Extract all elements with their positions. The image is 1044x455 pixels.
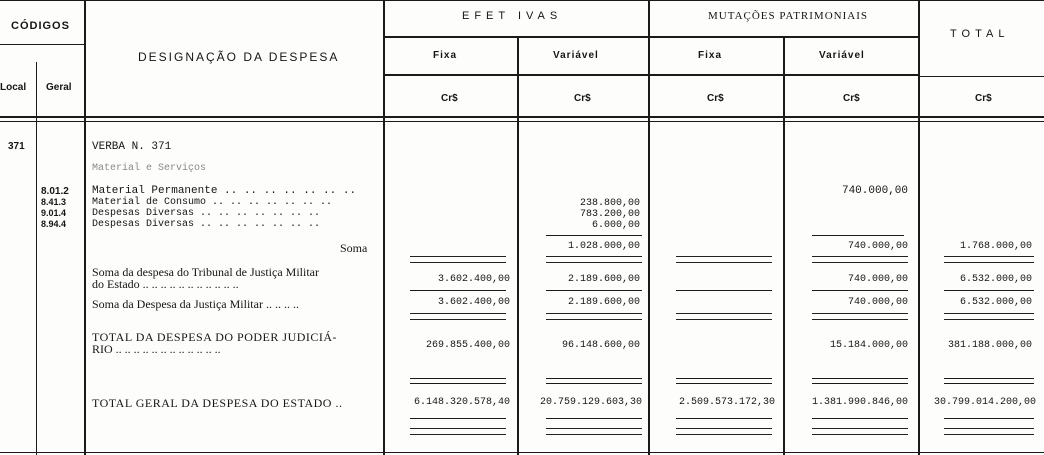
double-rule <box>812 428 908 435</box>
double-rule <box>410 313 506 320</box>
rule-row <box>410 290 506 291</box>
rule-row <box>944 418 1034 419</box>
rule-row <box>676 418 772 419</box>
double-rule <box>410 428 506 435</box>
col-line-mut-total <box>918 0 920 455</box>
item-code: 8.94.4 <box>41 219 67 229</box>
soma-justica-fixa-efetivas: 3.602.400,00 <box>437 297 510 308</box>
soma-justica-label: Soma da Despesa da Justiça Militar .. .. .. .. <box>92 297 299 311</box>
soma-tribunal-label-1: Soma da despesa do Tribunal de Justiça Militar <box>92 265 319 279</box>
codigos-header: CÓDIGOS <box>11 20 70 32</box>
rule-under-fixa-variavel <box>385 74 918 76</box>
local-header: Local <box>0 82 27 93</box>
rule-above-soma-var2 <box>812 235 904 236</box>
rule-under-efetivas <box>385 36 918 38</box>
header-bottom-rule-2 <box>0 121 1044 122</box>
soma-tribunal-label-2: do Estado .. .. .. .. .. .. .. .. .. .. .. <box>92 277 239 291</box>
designacao-header: DESIGNAÇÃO DA DESPESA <box>138 50 340 64</box>
rule-row <box>546 290 642 291</box>
fixa-efetivas-header: Fixa <box>433 50 458 61</box>
item-variavel-efetivas: 6.000,00 <box>591 220 640 231</box>
verba-title: VERBA N. 371 <box>92 141 172 153</box>
currency-variavel-efetivas: Cr$ <box>574 93 591 104</box>
double-rule <box>546 256 642 263</box>
soma-tribunal-variavel-efetivas: 2.189.600,00 <box>567 274 640 285</box>
rule-row <box>944 383 1034 384</box>
rule-row <box>410 383 506 384</box>
total-judiciario-fixa-efetivas: 269.855.400,00 <box>425 340 510 351</box>
item-label: Despesas Diversas .. .. .. .. .. .. .. <box>92 208 321 219</box>
rule-row <box>546 378 642 379</box>
total-geral-fixa-efetivas: 6.148.320.578,40 <box>413 397 510 408</box>
col-line-fixa1-var1 <box>517 38 519 455</box>
soma-tribunal-total: 6.532.000,00 <box>959 274 1032 285</box>
header-bottom-rule-1 <box>0 116 1044 118</box>
currency-fixa-efetivas: Cr$ <box>441 93 458 104</box>
soma-tribunal-variavel-mutacoes: 740.000,00 <box>847 274 908 285</box>
currency-fixa-mutacoes: Cr$ <box>707 93 724 104</box>
currency-total: Cr$ <box>975 93 992 104</box>
double-rule <box>546 313 642 320</box>
rule-row <box>812 383 908 384</box>
soma-variavel-mutacoes: 740.000,00 <box>847 241 908 252</box>
soma-justica-variavel-efetivas: 2.189.600,00 <box>567 297 640 308</box>
variavel-mutacoes-header: Variável <box>819 50 865 61</box>
double-rule <box>944 428 1034 435</box>
item-label: Despesas Diversas .. .. .. .. .. .. .. <box>92 219 321 230</box>
col-line-codes-desc <box>84 0 86 455</box>
geral-header: Geral <box>46 82 72 93</box>
soma-tribunal-fixa-efetivas: 3.602.400,00 <box>437 274 510 285</box>
double-rule <box>676 428 772 435</box>
double-rule <box>944 256 1034 263</box>
double-rule <box>812 313 908 320</box>
soma-justica-variavel-mutacoes: 740.000,00 <box>847 297 908 308</box>
item-code: 8.01.2 <box>41 186 69 197</box>
total-judiciario-variavel-mutacoes: 15.184.000,00 <box>829 340 908 351</box>
efetivas-header: EFET IVAS <box>462 10 563 22</box>
col-line-fixa2-var2 <box>783 38 785 455</box>
rule-row <box>676 378 772 379</box>
fixa-mutacoes-header: Fixa <box>698 50 723 61</box>
rule-row <box>676 290 772 291</box>
total-judiciario-total: 381.188.000,00 <box>947 340 1032 351</box>
item-variavel-efetivas: 783.200,00 <box>579 209 640 220</box>
rule-row <box>546 383 642 384</box>
soma-label: Soma <box>340 241 368 255</box>
double-rule <box>676 313 772 320</box>
total-geral-fixa-mutacoes: 2.509.573.172,30 <box>678 397 775 408</box>
soma-justica-total: 6.532.000,00 <box>959 297 1032 308</box>
total-geral-total: 30.799.014.200,00 <box>933 397 1036 408</box>
verba-local-code: 371 <box>8 141 25 152</box>
total-geral-variavel-efetivas: 20.759.129.603,30 <box>539 397 642 408</box>
verba-subtitle: Material e Serviços <box>92 163 207 174</box>
double-rule <box>944 313 1034 320</box>
col-line-desc-fixa1 <box>383 0 385 455</box>
rule-under-total-header <box>920 76 1044 77</box>
double-rule <box>676 256 772 263</box>
item-code: 9.01.4 <box>41 208 67 218</box>
rule-row <box>546 418 642 419</box>
item-label: Material de Consumo .. .. .. .. .. .. .. <box>92 197 333 208</box>
item-code: 8.41.3 <box>41 197 67 207</box>
rule-above-soma-var1 <box>546 235 642 236</box>
total-judiciario-label-1: TOTAL DA DESPESA DO PODER JUDICIÁ- <box>92 330 338 344</box>
rule-row <box>410 378 506 379</box>
total-judiciario-label-2: RIO .. .. .. .. .. .. .. .. .. .. .. .. <box>92 342 221 356</box>
mutacoes-header: MUTAÇÕES PATRIMONIAIS <box>708 10 868 22</box>
bottom-rule <box>0 452 1044 453</box>
double-rule <box>812 256 908 263</box>
rule-under-codigos <box>0 44 84 45</box>
rule-row <box>944 290 1034 291</box>
variavel-efetivas-header: Variável <box>553 50 599 61</box>
item-variavel-efetivas: 238.800,00 <box>579 198 640 209</box>
soma-total: 1.768.000,00 <box>959 241 1032 252</box>
item-variavel-mutacoes: 740.000,00 <box>841 185 908 197</box>
rule-row <box>812 290 908 291</box>
double-rule <box>410 256 506 263</box>
soma-variavel-efetivas: 1.028.000,00 <box>567 241 640 252</box>
total-header: TOTAL <box>950 28 1010 40</box>
total-judiciario-variavel-efetivas: 96.148.600,00 <box>561 340 640 351</box>
top-rule <box>0 0 1044 1</box>
rule-row <box>410 418 506 419</box>
rule-row <box>676 383 772 384</box>
item-label: Material Permanente .. .. .. .. .. .. .. <box>92 185 357 197</box>
col-line-efetivas-mut <box>648 0 650 455</box>
rule-row <box>812 418 908 419</box>
total-geral-label: TOTAL GERAL DA DESPESA DO ESTADO .. <box>92 396 343 410</box>
rule-row <box>944 378 1034 379</box>
currency-variavel-mutacoes: Cr$ <box>843 93 860 104</box>
rule-row <box>812 378 908 379</box>
double-rule <box>546 428 642 435</box>
total-geral-variavel-mutacoes: 1.381.990.846,00 <box>811 397 908 408</box>
